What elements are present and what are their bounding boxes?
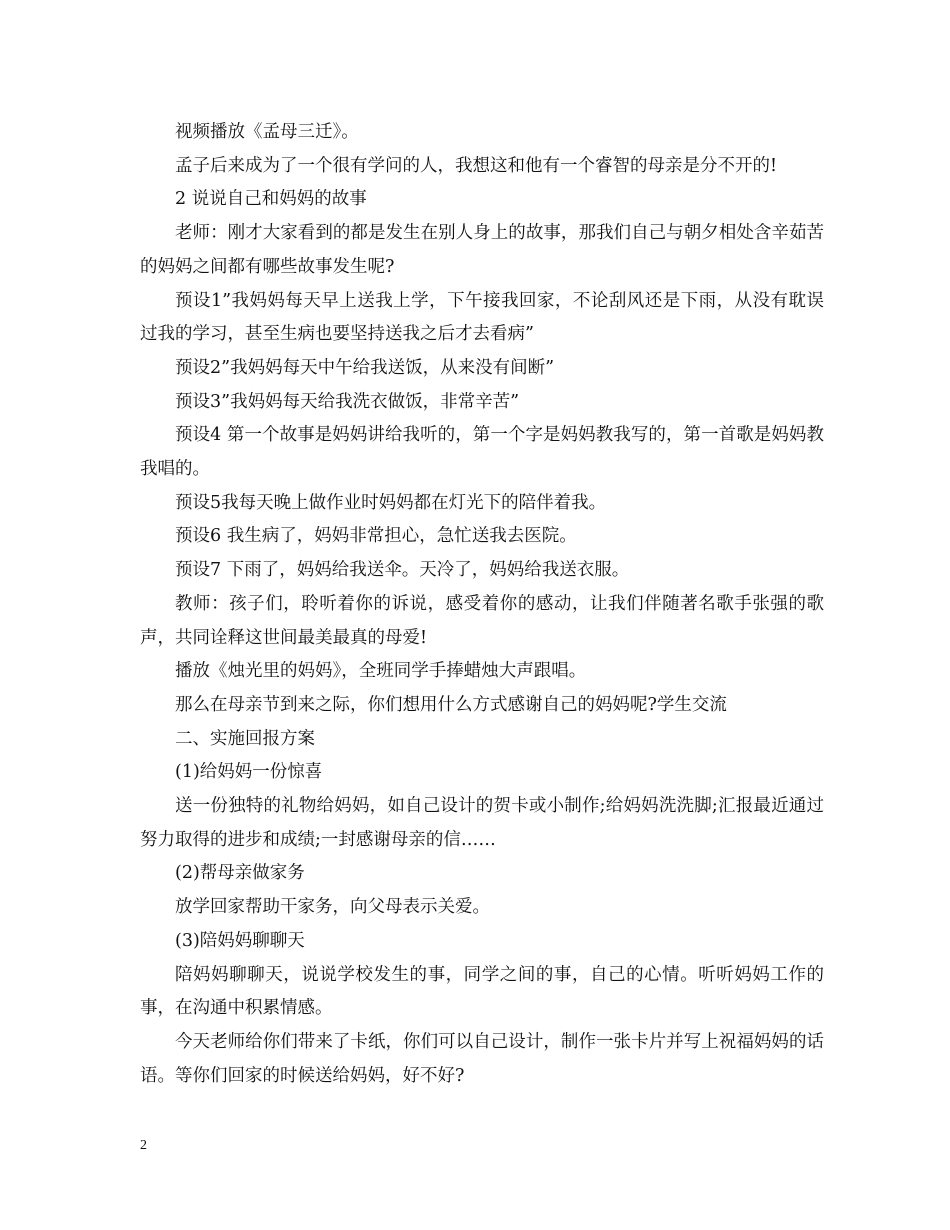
sub-heading: (1)给妈妈一份惊喜 <box>175 762 323 783</box>
paragraph: 视频播放《孟母三迁》。 <box>175 122 359 142</box>
section-heading: 2 说说自己和妈妈的故事 <box>175 189 367 210</box>
paragraph: 陪妈妈聊聊天，说说学校发生的事，同学之间的事，自己的心情。听听妈妈工作的事，在沟通中积累情感。 <box>140 964 824 1019</box>
paragraph: 教师：孩子们，聆听着你的诉说，感受着你的感动，让我们伴随著名歌手张强的歌声，共同诠释这世间最美最真的母爱! <box>140 593 824 648</box>
paragraph: 今天老师给你们带来了卡纸，你们可以自己设计，制作一张卡片并写上祝福妈妈的话语。等你们回家的时候送给妈妈，好不好? <box>140 1031 824 1086</box>
paragraph: 预设5我每天晚上做作业时妈妈都在灯光下的陪伴着我。 <box>175 492 607 513</box>
paragraph: 预设4 第一个故事是妈妈讲给我听的，第一个字是妈妈教我写的，第一首歌是妈妈教我唱的。 <box>140 425 824 480</box>
paragraph: 预设7 下雨了，妈妈给我送伞。天冷了，妈妈给我送衣服。 <box>175 560 630 581</box>
paragraph: 预设2”我妈妈每天中午给我送饭，从来没有间断” <box>175 357 555 378</box>
paragraph: 播放《烛光里的妈妈》，全班同学手捧蜡烛大声跟唱。 <box>175 661 587 682</box>
paragraph: 预设3”我妈妈每天给我洗衣做饭，非常辛苦” <box>175 391 520 412</box>
sub-heading: (3)陪妈妈聊聊天 <box>175 930 305 951</box>
paragraph: 预设1”我妈妈每天早上送我上学，下午接我回家，不论刮风还是下雨，从没有耽误过我的学习，甚至生病也要坚持送我之后才去看病” <box>140 290 824 345</box>
paragraph: 老师：刚才大家看到的都是发生在别人身上的故事，那我们自己与朝夕相处含辛茹苦的妈妈之间都有哪些故事发生呢? <box>140 223 824 277</box>
document-body <box>140 116 824 1093</box>
paragraph: 放学回家帮助干家务，向父母表示关爱。 <box>175 897 490 918</box>
sub-heading: (2)帮母亲做家务 <box>175 863 305 884</box>
page-number: 2 <box>140 1138 147 1153</box>
section-heading: 二、实施回报方案 <box>175 728 315 749</box>
paragraph: 那么在母亲节到来之际，你们想用什么方式感谢自己的妈妈呢?学生交流 <box>175 694 727 715</box>
paragraph: 送一份独特的礼物给妈妈，如自己设计的贺卡或小制作;给妈妈洗洗脚;汇报最近通过努力取得的进步和成绩;一封感谢母亲的信…… <box>140 796 824 850</box>
paragraph: 预设6 我生病了，妈妈非常担心，急忙送我去医院。 <box>175 526 577 547</box>
paragraph: 孟子后来成为了一个很有学问的人，我想这和他有一个睿智的母亲是分不开的! <box>175 155 778 176</box>
